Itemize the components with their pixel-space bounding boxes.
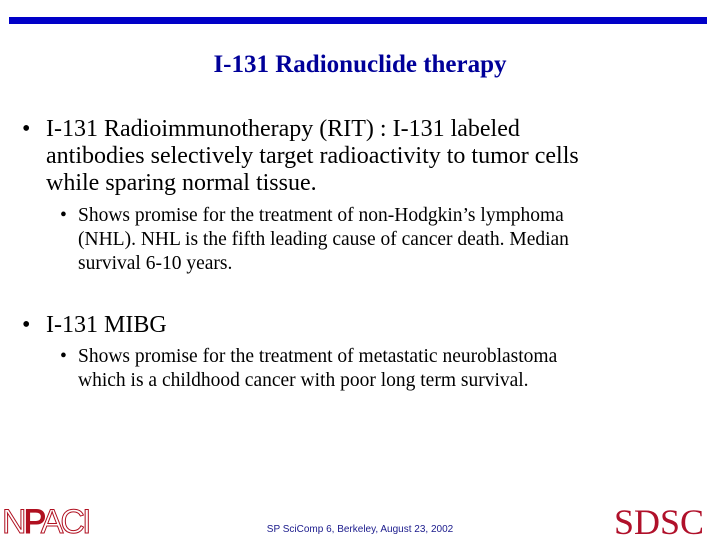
footer-text: SP SciComp 6, Berkeley, August 23, 2002 xyxy=(266,524,454,535)
bullet-line: antibodies selectively target radioactivity to tumor cells xyxy=(46,143,579,169)
bullet-line: I-131 MIBG xyxy=(46,312,167,338)
bullet-line: Shows promise for the treatment of metastatic neuroblastoma xyxy=(78,346,558,367)
bullet-icon: • xyxy=(22,312,31,338)
npaci-logo: NPACI xyxy=(2,503,89,541)
slide-title: I-131 Radionuclide therapy xyxy=(213,51,507,78)
bullet-line: Shows promise for the treatment of non-Hodgkin’s lymphoma xyxy=(78,205,564,226)
sdsc-logo: SDSC xyxy=(614,502,705,542)
bullet-line: (NHL). NHL is the fifth leading cause of cancer death. Median xyxy=(78,229,569,250)
bullet-line: while sparing normal tissue. xyxy=(46,170,317,196)
bullet-icon: • xyxy=(60,346,67,367)
bullet-icon: • xyxy=(60,205,67,226)
top-rule xyxy=(9,17,707,24)
bullet-line: I-131 Radioimmunotherapy (RIT) : I-131 labeled xyxy=(46,116,520,142)
bullet-line: which is a childhood cancer with poor long term survival. xyxy=(78,370,529,391)
bullet-line: survival 6-10 years. xyxy=(78,253,233,274)
bullet-icon: • xyxy=(22,116,31,142)
